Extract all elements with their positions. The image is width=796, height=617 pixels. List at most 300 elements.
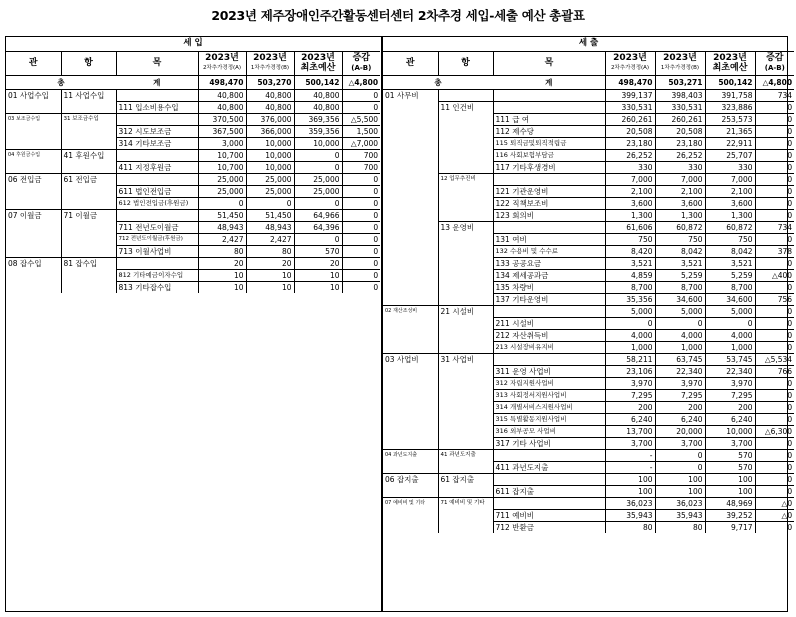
table-row (383, 161, 794, 173)
cell-change: 0 (755, 281, 794, 293)
total-a: 498,470 (605, 75, 655, 89)
cell-change: 0 (342, 209, 380, 221)
cell-change: △400 (755, 269, 794, 281)
table-row (383, 341, 794, 353)
cell-mok: 411 지정후원금 (116, 161, 198, 173)
cell-second-revision: 330 (605, 161, 655, 173)
table-row (383, 269, 794, 281)
cell-gwan (383, 485, 438, 497)
cell-change: 0 (342, 89, 380, 101)
cell-change: 0 (755, 473, 794, 485)
cell-mok (493, 305, 605, 317)
table-row (383, 485, 794, 497)
cell-first-revision: 10 (246, 269, 294, 281)
cell-gwan (383, 269, 438, 281)
total-label-1: 총 (6, 75, 116, 89)
cell-hang: 41 과년도지출 (438, 449, 493, 461)
cell-hang (438, 485, 493, 497)
table-row (6, 161, 380, 173)
cell-gwan (6, 233, 61, 245)
table-row (383, 89, 794, 101)
cell-second-revision: 7,295 (605, 389, 655, 401)
table-row (383, 365, 794, 377)
cell-second-revision: 23,106 (605, 365, 655, 377)
cell-initial-budget: 3,521 (705, 257, 755, 269)
header-year: 2023년 (205, 53, 239, 63)
cell-second-revision: 10 (198, 281, 246, 293)
cell-hang (438, 365, 493, 377)
header-initial-budget (705, 51, 755, 75)
cell-second-revision: 80 (198, 245, 246, 257)
cell-first-revision: 750 (655, 233, 705, 245)
header-change (342, 51, 380, 75)
header-sub: 1차추가경정(B) (660, 65, 700, 71)
cell-hang (438, 437, 493, 449)
cell-first-revision: 1,000 (655, 341, 705, 353)
cell-initial-budget: 25,000 (294, 173, 342, 185)
cell-gwan: 07 예비비 및 기타 (383, 497, 438, 509)
cell-initial-budget: 10,000 (294, 137, 342, 149)
table-row (383, 293, 794, 305)
cell-change: 734 (755, 89, 794, 101)
revenue-panel (6, 37, 380, 611)
cell-first-revision: 100 (655, 473, 705, 485)
cell-change: 0 (755, 461, 794, 473)
cell-first-revision: 10,000 (246, 161, 294, 173)
cell-hang: 12 업무추진비 (438, 173, 493, 185)
table-row (383, 221, 794, 233)
table-row (6, 269, 380, 281)
cell-mok: 712 반환금 (493, 521, 605, 533)
cell-mok: 121 기관운영비 (493, 185, 605, 197)
cell-mok (493, 353, 605, 365)
cell-hang (438, 461, 493, 473)
cell-first-revision: 0 (655, 461, 705, 473)
cell-first-revision: 10,000 (246, 149, 294, 161)
cell-gwan (383, 161, 438, 173)
cell-mok: 314 기타보조금 (116, 137, 198, 149)
cell-second-revision: 35,356 (605, 293, 655, 305)
cell-mok: 122 직책보조비 (493, 197, 605, 209)
table-row (6, 197, 380, 209)
cell-second-revision: 200 (605, 401, 655, 413)
cell-gwan (6, 221, 61, 233)
table-row (383, 509, 794, 521)
cell-change: △0 (755, 509, 794, 521)
header-change-sub: (A-B) (351, 64, 372, 72)
table-row (383, 137, 794, 149)
cell-mok: 112 제수당 (493, 125, 605, 137)
cell-hang: 61 잡지출 (438, 473, 493, 485)
cell-initial-budget: 3,970 (705, 377, 755, 389)
table-row (383, 377, 794, 389)
cell-change: △7,000 (342, 137, 380, 149)
cell-change: △5,500 (342, 113, 380, 125)
cell-second-revision: 1,000 (605, 341, 655, 353)
cell-mok: 812 기타예금이자수입 (116, 269, 198, 281)
cell-hang (438, 89, 493, 101)
cell-hang: 61 전입금 (61, 173, 116, 185)
cell-change: 0 (755, 341, 794, 353)
cell-gwan (6, 185, 61, 197)
cell-mok: 131 여비 (493, 233, 605, 245)
cell-initial-budget: 53,745 (705, 353, 755, 365)
table-row (383, 113, 794, 125)
cell-change: 0 (342, 257, 380, 269)
cell-first-revision: 20,000 (655, 425, 705, 437)
cell-second-revision: 23,180 (605, 137, 655, 149)
cell-hang (438, 125, 493, 137)
table-row (6, 233, 380, 245)
cell-gwan (383, 293, 438, 305)
cell-gwan (383, 149, 438, 161)
cell-mok: 213 시설장비유지비 (493, 341, 605, 353)
table-row (6, 221, 380, 233)
cell-hang (61, 245, 116, 257)
table-row (383, 185, 794, 197)
cell-hang (438, 401, 493, 413)
cell-first-revision: 8,700 (655, 281, 705, 293)
table-row (383, 413, 794, 425)
cell-second-revision: 20,508 (605, 125, 655, 137)
cell-second-revision: 25,000 (198, 173, 246, 185)
cell-hang: 11 사업수입 (61, 89, 116, 101)
cell-gwan: 01 사업수입 (6, 89, 61, 101)
cell-first-revision: 25,000 (246, 185, 294, 197)
cell-change: 0 (342, 221, 380, 233)
table-row (383, 245, 794, 257)
cell-gwan: 03 사업비 (383, 353, 438, 365)
cell-first-revision: 330,531 (655, 101, 705, 113)
cell-hang (61, 161, 116, 173)
cell-change: 1,500 (342, 125, 380, 137)
cell-change: 0 (755, 437, 794, 449)
cell-first-revision: 23,180 (655, 137, 705, 149)
cell-first-revision: 40,800 (246, 89, 294, 101)
cell-first-revision: 0 (655, 449, 705, 461)
cell-initial-budget: 570 (705, 461, 755, 473)
cell-initial-budget: 64,966 (294, 209, 342, 221)
cell-mok: 212 자산취득비 (493, 329, 605, 341)
cell-hang (438, 209, 493, 221)
table-row (383, 173, 794, 185)
cell-mok (493, 449, 605, 461)
cell-change: 0 (755, 101, 794, 113)
cell-initial-budget: 570 (705, 449, 755, 461)
table-row (383, 305, 794, 317)
header-hang: 항 (438, 51, 493, 75)
table-row (383, 197, 794, 209)
cell-first-revision: 80 (246, 245, 294, 257)
cell-first-revision: 20 (246, 257, 294, 269)
cell-gwan (6, 197, 61, 209)
header-change (755, 51, 794, 75)
total-label-1: 총 (383, 75, 493, 89)
cell-initial-budget: 1,300 (705, 209, 755, 221)
cell-second-revision: 0 (198, 197, 246, 209)
cell-mok: 312 시도보조금 (116, 125, 198, 137)
cell-initial-budget: 48,969 (705, 497, 755, 509)
cell-second-revision: 5,000 (605, 305, 655, 317)
cell-mok: 713 이월사업비 (116, 245, 198, 257)
cell-gwan (383, 425, 438, 437)
cell-first-revision: 3,970 (655, 377, 705, 389)
cell-change: 766 (755, 365, 794, 377)
header-change-title: 증감 (352, 53, 370, 63)
cell-second-revision: 58,211 (605, 353, 655, 365)
cell-mok: 315 특별활동지원사업비 (493, 413, 605, 425)
cell-second-revision: 10,700 (198, 149, 246, 161)
cell-hang: 31 보조금수입 (61, 113, 116, 125)
cell-first-revision: 10 (246, 281, 294, 293)
cell-change: 0 (755, 329, 794, 341)
header-mok: 목 (493, 51, 605, 75)
cell-first-revision: 3,600 (655, 197, 705, 209)
cell-mok: 611 법인전입금 (116, 185, 198, 197)
cell-initial-budget: 6,240 (705, 413, 755, 425)
cell-first-revision: 40,800 (246, 101, 294, 113)
cell-hang: 31 사업비 (438, 353, 493, 365)
cell-gwan (383, 329, 438, 341)
cell-initial-budget: 8,700 (705, 281, 755, 293)
cell-initial-budget: 0 (294, 197, 342, 209)
cell-change: 0 (755, 209, 794, 221)
table-row (383, 101, 794, 113)
header-year: 2023년 (253, 53, 287, 63)
expenditure-panel (381, 37, 793, 611)
cell-mok: 314 개별서비스지원사업비 (493, 401, 605, 413)
table-row (383, 449, 794, 461)
cell-mok (116, 113, 198, 125)
table-row (6, 209, 380, 221)
table-row (383, 233, 794, 245)
cell-initial-budget: 39,252 (705, 509, 755, 521)
cell-first-revision: 48,943 (246, 221, 294, 233)
cell-change: 0 (755, 389, 794, 401)
cell-first-revision: 63,745 (655, 353, 705, 365)
cell-mok: 311 운영 사업비 (493, 365, 605, 377)
table-row (6, 149, 380, 161)
cell-initial-budget: 369,356 (294, 113, 342, 125)
cell-first-revision: 7,000 (655, 173, 705, 185)
cell-initial-budget: 40,800 (294, 101, 342, 113)
cell-gwan (383, 437, 438, 449)
cell-second-revision: 40,800 (198, 101, 246, 113)
table-row (383, 497, 794, 509)
cell-mok (116, 89, 198, 101)
header-second-revision (198, 51, 246, 75)
cell-hang (438, 149, 493, 161)
cell-gwan (383, 233, 438, 245)
cell-mok: 117 기타후생경비 (493, 161, 605, 173)
cell-gwan (6, 245, 61, 257)
cell-initial-budget: 253,573 (705, 113, 755, 125)
table-row (383, 389, 794, 401)
cell-gwan (383, 125, 438, 137)
table-row (383, 257, 794, 269)
cell-hang: 13 운영비 (438, 221, 493, 233)
table-row (383, 329, 794, 341)
cell-change: 0 (342, 185, 380, 197)
cell-mok (493, 473, 605, 485)
cell-mok: 312 자립지원사업비 (493, 377, 605, 389)
table-row (383, 521, 794, 533)
header-first-revision (655, 51, 705, 75)
cell-gwan (6, 281, 61, 293)
cell-hang (61, 137, 116, 149)
cell-gwan (383, 101, 438, 113)
cell-first-revision: 100 (655, 485, 705, 497)
cell-second-revision: 260,261 (605, 113, 655, 125)
cell-hang: 11 인건비 (438, 101, 493, 113)
cell-mok: 132 수용비 및 수수료 (493, 245, 605, 257)
cell-gwan: 01 사무비 (383, 89, 438, 101)
cell-mok: 133 공공요금 (493, 257, 605, 269)
cell-second-revision: 3,600 (605, 197, 655, 209)
cell-initial-budget: 100 (705, 485, 755, 497)
cell-gwan (383, 317, 438, 329)
cell-initial-budget: 0 (294, 233, 342, 245)
cell-second-revision: 48,943 (198, 221, 246, 233)
cell-hang (61, 101, 116, 113)
cell-initial-budget: 7,295 (705, 389, 755, 401)
cell-mok (493, 101, 605, 113)
cell-hang (61, 269, 116, 281)
total-label-2: 계 (493, 75, 605, 89)
cell-change: 0 (755, 125, 794, 137)
cell-change: 0 (755, 521, 794, 533)
cell-gwan (383, 521, 438, 533)
cell-change: 0 (342, 245, 380, 257)
header-second-revision (605, 51, 655, 75)
cell-second-revision: 2,100 (605, 185, 655, 197)
cell-gwan: 03 보조금수입 (6, 113, 61, 125)
cell-first-revision: 3,700 (655, 437, 705, 449)
cell-change: 0 (342, 101, 380, 113)
table-row (383, 317, 794, 329)
cell-first-revision: 20,508 (655, 125, 705, 137)
cell-first-revision: 1,300 (655, 209, 705, 221)
cell-hang (438, 269, 493, 281)
cell-mok: 316 외부공모 사업비 (493, 425, 605, 437)
cell-initial-budget: 200 (705, 401, 755, 413)
cell-change: 0 (755, 305, 794, 317)
cell-first-revision: 330 (655, 161, 705, 173)
cell-mok: 111 입소비용수입 (116, 101, 198, 113)
header-change-title: 증감 (766, 53, 784, 63)
cell-mok (493, 497, 605, 509)
cell-initial-budget: 750 (705, 233, 755, 245)
header-change-sub: (A-B) (764, 64, 785, 72)
header-sub: 최초예산 (712, 63, 748, 73)
cell-hang (438, 341, 493, 353)
cell-gwan (383, 209, 438, 221)
cell-gwan: 04 과년도지출 (383, 449, 438, 461)
cell-second-revision: 330,531 (605, 101, 655, 113)
cell-initial-budget: 40,800 (294, 89, 342, 101)
cell-initial-budget: 0 (294, 149, 342, 161)
cell-second-revision: 3,700 (605, 437, 655, 449)
page-title: 2023년 제주장애인주간활동센터센터 2차추경 세입-세출 예산 총괄표 (211, 8, 585, 23)
table-row (6, 101, 380, 113)
cell-second-revision: 4,000 (605, 329, 655, 341)
cell-change: 0 (342, 233, 380, 245)
cell-gwan (383, 137, 438, 149)
cell-first-revision: 60,872 (655, 221, 705, 233)
table-row (383, 461, 794, 473)
cell-initial-budget: 8,042 (705, 245, 755, 257)
cell-second-revision: 20 (198, 257, 246, 269)
header-year: 2023년 (663, 53, 697, 63)
cell-second-revision: 26,252 (605, 149, 655, 161)
cell-mok (116, 257, 198, 269)
cell-hang (438, 281, 493, 293)
cell-mok: 317 기타 사업비 (493, 437, 605, 449)
cell-hang (438, 161, 493, 173)
cell-gwan: 02 재산조성비 (383, 305, 438, 317)
table-row (6, 137, 380, 149)
cell-first-revision: 51,450 (246, 209, 294, 221)
cell-first-revision: 25,000 (246, 173, 294, 185)
cell-mok: 711 전년도이월금 (116, 221, 198, 233)
revenue-table (6, 37, 380, 293)
table-row (6, 281, 380, 293)
cell-gwan (383, 221, 438, 233)
cell-gwan (383, 401, 438, 413)
cell-first-revision: 0 (246, 197, 294, 209)
cell-second-revision: 8,700 (605, 281, 655, 293)
cell-second-revision: 2,427 (198, 233, 246, 245)
table-row (383, 209, 794, 221)
cell-second-revision: - (605, 449, 655, 461)
cell-mok: 135 차량비 (493, 281, 605, 293)
cell-second-revision: 13,700 (605, 425, 655, 437)
header-mok: 목 (116, 51, 198, 75)
cell-hang (438, 377, 493, 389)
cell-initial-budget: 0 (705, 317, 755, 329)
cell-hang (438, 329, 493, 341)
cell-initial-budget: 3,600 (705, 197, 755, 209)
cell-second-revision: 367,500 (198, 125, 246, 137)
cell-change: 0 (755, 233, 794, 245)
cell-second-revision: 40,800 (198, 89, 246, 101)
table-row (383, 125, 794, 137)
cell-second-revision: 399,137 (605, 89, 655, 101)
cell-mok: 411 과년도지출 (493, 461, 605, 473)
cell-mok: 137 기타운영비 (493, 293, 605, 305)
cell-change: 0 (755, 197, 794, 209)
cell-second-revision: 750 (605, 233, 655, 245)
cell-gwan (383, 413, 438, 425)
cell-initial-budget: 0 (294, 161, 342, 173)
header-sub: 최초예산 (300, 63, 336, 73)
header-initial-budget (294, 51, 342, 75)
cell-gwan (383, 257, 438, 269)
cell-hang: 81 잡수입 (61, 257, 116, 269)
cell-initial-budget: 20 (294, 257, 342, 269)
cell-mok (493, 89, 605, 101)
cell-hang: 41 후원수입 (61, 149, 116, 161)
cell-gwan (6, 137, 61, 149)
cell-first-revision: 0 (655, 317, 705, 329)
cell-gwan (6, 161, 61, 173)
cell-hang: 71 이월금 (61, 209, 116, 221)
table-row (6, 257, 380, 269)
section-label: 세 입 (6, 37, 380, 51)
cell-change: 378 (755, 245, 794, 257)
total-b: 503,270 (246, 75, 294, 89)
cell-mok (493, 173, 605, 185)
